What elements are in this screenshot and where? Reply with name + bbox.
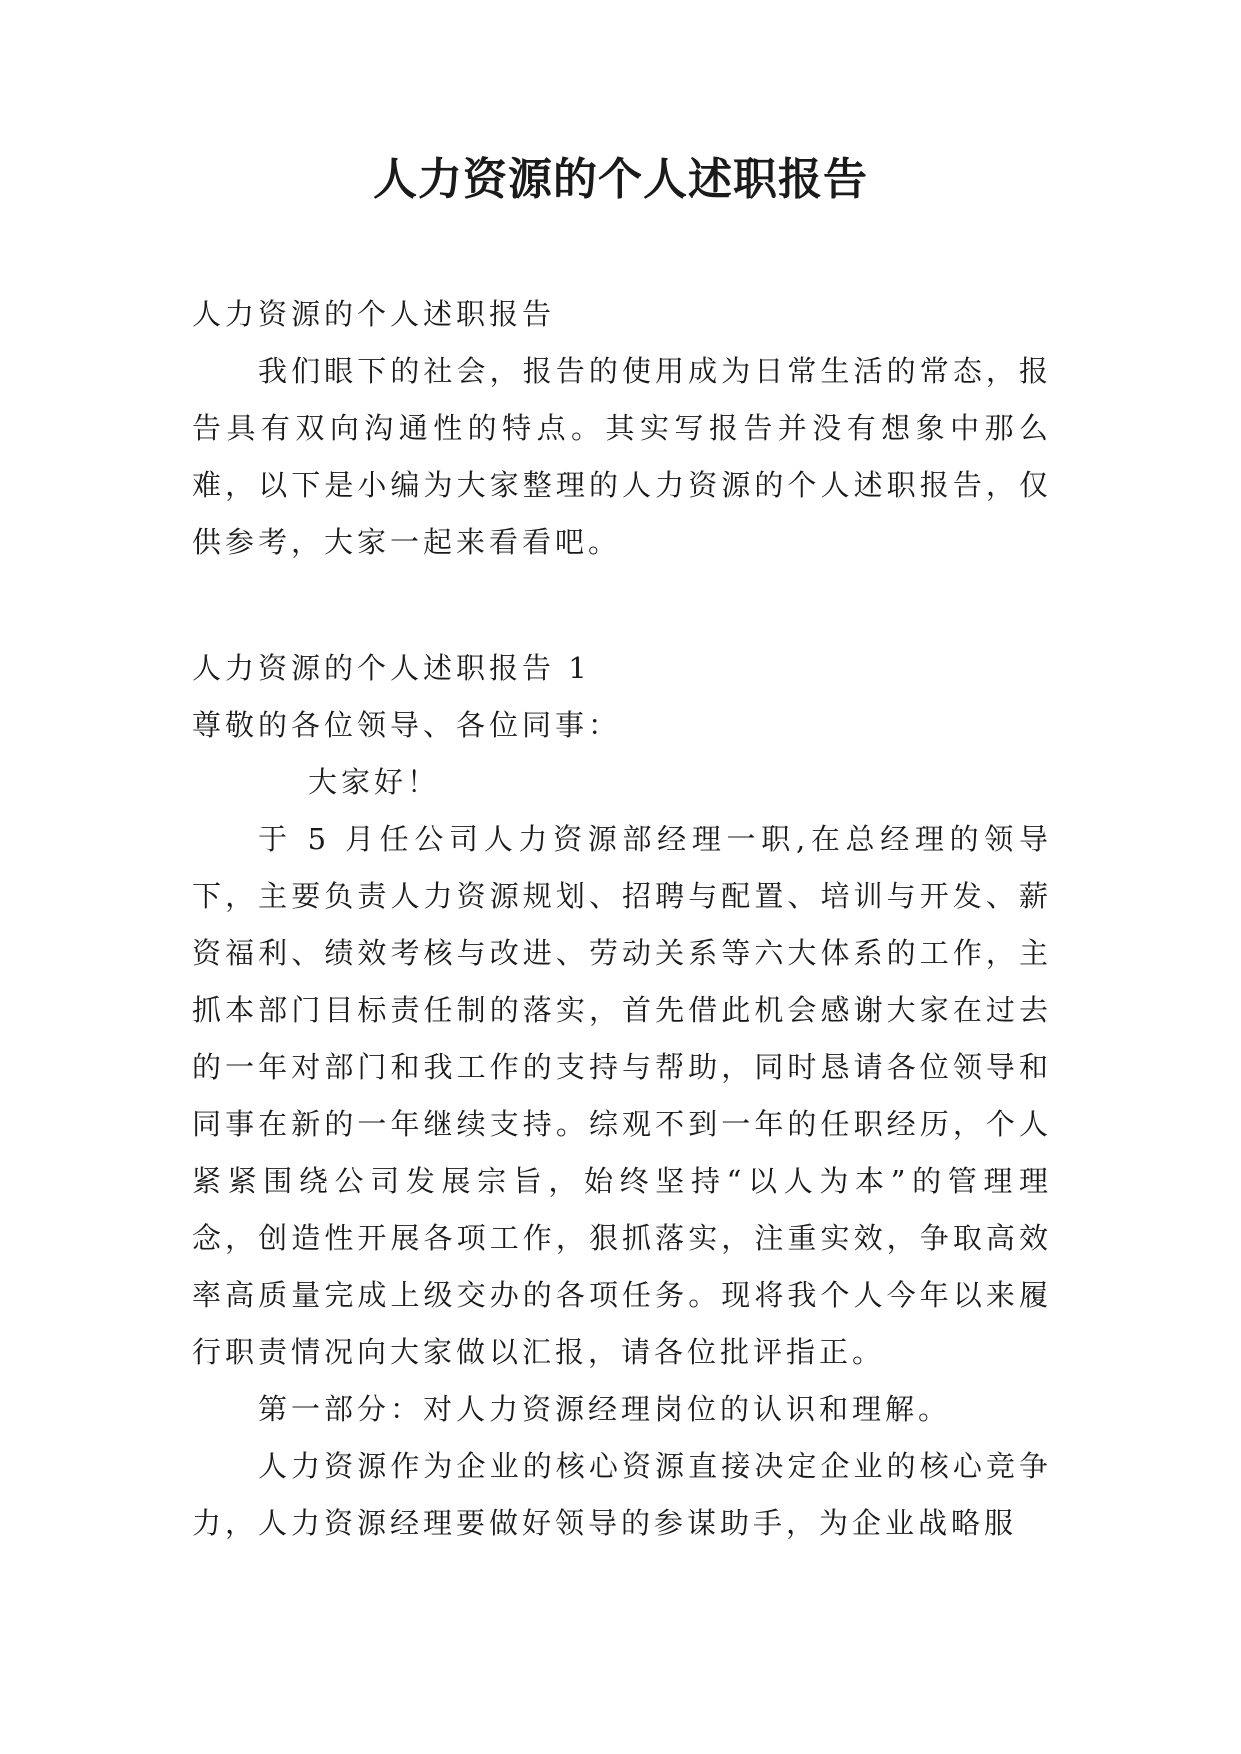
report-section-1 [192,640,1052,1552]
greeting: 大家好！ [308,765,441,799]
document-title: 人力资源的个人述职报告 [373,154,868,205]
intro-paragraph: 我们眼下的社会，报告的使用成为日常生活的常态，报告具有双向沟通性的特点。其实写报告并没有想象中那么难，以下是小编为大家整理的人力资源的个人述职报告，仅供参考，大家一起来看看吧。 [192,354,1052,559]
subtitle: 人力资源的个人述职报告 [192,297,556,331]
part-heading: 第一部分：对人力资源经理岗位的认识和理解。 [258,1392,952,1426]
body-paragraph: 于 5 月任公司人力资源部经理一职,在总经理的领导下，主要负责人力资源规划、招聘与配置、培训与开发、薪资福利、绩效考核与改进、劳动关系等六大体系的工作，主抓本部门目标责任制的落实，首先借此机会感谢大家在过去的一年对部门和我工作的支持与帮助，同时恳请各位领导和同事在新的一年继续支持。综观不到一年的任职经历，个人紧紧围绕公司发展宗旨，始终坚持“以人为本”的管理理念，创造性开展各项工作，狠抓落实，注重实效，争取高效率高质量完成上级交办的各项任务。现将我个人今年以来履行职责情况向大家做以汇报，请各位批评指正。 [192,822,1052,1369]
salutation: 尊敬的各位领导、各位同事： [192,708,622,742]
intro-block [192,286,1052,571]
body-paragraph: 人力资源作为企业的核心资源直接决定企业的核心竞争力，人力资源经理要做好领导的参谋助手，为企业战略服 [192,1449,1052,1540]
section-heading: 人力资源的个人述职报告 1 [192,651,591,685]
